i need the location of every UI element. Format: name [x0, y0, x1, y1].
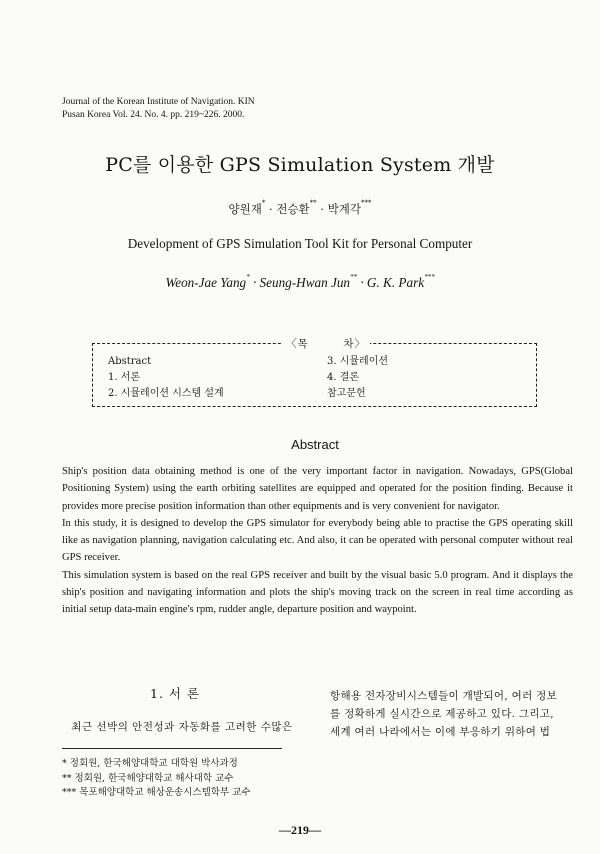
paper-title-korean: PC를 이용한 GPS Simulation System 개발 — [105, 154, 495, 176]
author-1-en: Weon-Jae Yang — [165, 275, 247, 290]
journal-info — [62, 96, 255, 122]
toc-heading-left: 〈목 — [286, 338, 309, 350]
abstract-body — [62, 463, 573, 619]
abstract-paragraph: This simulation system is based on the real GPS receiver and built by the visual basic 5.0 program. And it displays the ship's position and navigating information and plots the ship's moving track on the screen in real time according as initial setup data-main engine's rpm, rudder angle, departure position and waypoint. — [62, 569, 573, 616]
footnotes — [62, 757, 251, 801]
author-separator: · — [249, 275, 260, 290]
author-separator: · — [357, 275, 367, 290]
body-right-column — [330, 687, 570, 741]
author-3: 박계각 — [327, 202, 361, 216]
author-2-mark: ** — [309, 199, 317, 207]
author-3-en: G. K. Park — [366, 275, 425, 290]
toc-item: 2. 시뮬레이션 시스템 설계 — [108, 388, 224, 399]
authors-english — [0, 275, 600, 291]
body-line: 항해용 전자장비시스템들이 개발되어, 여러 정보 — [330, 690, 558, 702]
author-1: 양원재 — [228, 202, 262, 216]
toc-item: 1. 서론 — [108, 372, 141, 383]
author-1-mark: * — [261, 199, 266, 207]
toc-item: 3. 시뮬레이션 — [327, 356, 389, 367]
page-number: —219— — [279, 823, 321, 837]
section-heading: 1. 서 론 — [150, 686, 201, 701]
abstract-paragraph: Ship's position data obtaining method is one of the very important factor in navigation. Nowadays, GPS(Global Positioning System) using the earth orbiting satellites are equipped and operated for the position finding. Because it provides more precise position information than other equipments and is very convenient for navigator. — [62, 466, 573, 512]
footnote-rule — [62, 748, 282, 749]
toc-right-column — [327, 354, 388, 402]
author-1-en-mark: * — [246, 273, 250, 281]
body-line: 를 정확하게 실시간으로 제공하고 있다. 그리고, — [330, 708, 554, 720]
author-separator: · — [316, 202, 328, 216]
author-2-en-mark: ** — [350, 273, 358, 281]
footnote: *** 목포해양대학교 해상운송시스템학부 교수 — [62, 787, 251, 798]
author-2-en: Seung-Hwan Jun — [259, 275, 351, 290]
body-left-column: 최근 선박의 안전성과 자동화를 고려한 수많은 — [71, 721, 293, 733]
footnote: * 정회원, 한국해양대학교 대학원 박사과정 — [62, 758, 238, 769]
footnote: ** 정회원, 한국해양대학교 해사대학 교수 — [62, 772, 234, 784]
body-line: 세계 여러 나라에서는 이에 부응하기 위하여 법 — [330, 726, 551, 738]
authors-korean — [0, 201, 600, 217]
toc-item: 4. 결론 — [327, 372, 360, 383]
author-3-en-mark: *** — [424, 273, 435, 281]
paper-title-english: Development of GPS Simulation Tool Kit for Personal Computer — [127, 236, 473, 251]
author-separator: · — [265, 202, 277, 216]
author-2: 전승환 — [276, 202, 310, 216]
journal-line-1: Journal of the Korean Institute of Navigation. KIN — [62, 97, 255, 107]
abstract-paragraph: In this study, it is designed to develop the GPS simulator for everybody being able to practise the GPS operating skill like as navigation planning, navigation calculating etc. And also, it can be operated with personal computer without real GPS receiver. — [62, 517, 573, 564]
toc-heading — [282, 336, 370, 351]
author-3-mark: *** — [360, 199, 372, 207]
toc-item: Abstract — [108, 356, 152, 367]
journal-line-2: Pusan Korea Vol. 24. No. 4. pp. 219~226. 2000. — [62, 110, 245, 120]
toc-item: 참고문헌 — [327, 388, 366, 399]
abstract-heading: Abstract — [291, 437, 339, 452]
toc-heading-right: 차〉 — [343, 338, 366, 350]
toc-left-column — [108, 354, 224, 402]
